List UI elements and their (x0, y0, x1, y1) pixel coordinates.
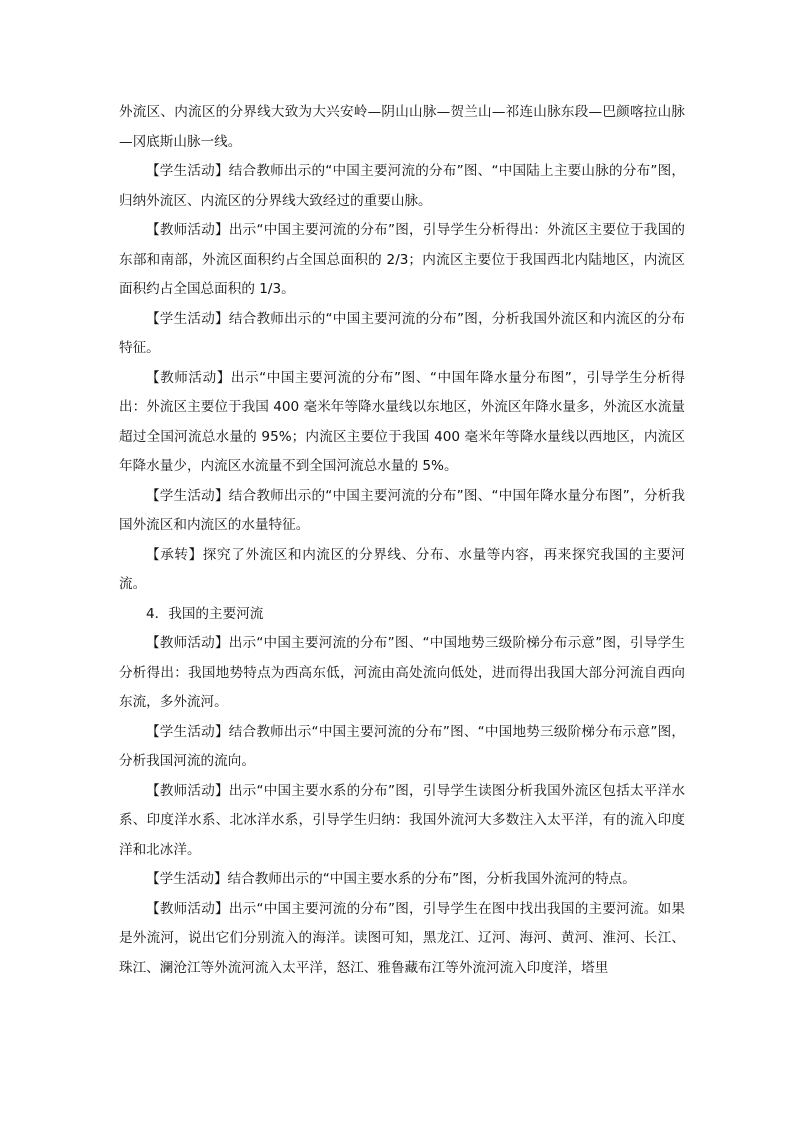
paragraph-teacher-activity-precipitation: 【教师活动】出示“中国主要河流的分布”图、“中国年降水量分布图”，引导学生分析得出：外流区主要位于我国 400 毫米年等降水量线以东地区，外流区年降水量多，外流区水流量超过全国河流总水量的 95%；内流区主要位于我国 400 毫米年等降水量线以西地区，内流区年降水量少，内流区水流量不到全国河流总水量的 5%。 (119, 369, 685, 474)
paragraph-teacher-activity-area: 【教师活动】出示“中国主要河流的分布”图，引导学生分析得出：外流区主要位于我国的东部和南部，外流区面积约占全国总面积的 2/3；内流区主要位于我国西北内陆地区，内流区面积约占全国总面积的 1/3。 (119, 222, 685, 297)
document-body (119, 98, 685, 983)
paragraph-student-activity-water-volume: 【学生活动】结合教师出示的“中国主要河流的分布”图、“中国年降水量分布图”，分析我国外流区和内流区的水量特征。 (119, 487, 685, 533)
paragraph-transition: 【承转】探究了外流区和内流区的分界线、分布、水量等内容，再来探究我国的主要河流。 (119, 546, 685, 592)
paragraph-watershed-boundary: 外流区、内流区的分界线大致为大兴安岭—阴山山脉—贺兰山—祁连山脉东段—巴颜喀拉山脉—冈底斯山脉一线。 (119, 104, 685, 150)
paragraph-teacher-activity-water-systems: 【教师活动】出示“中国主要水系的分布”图，引导学生读图分析我国外流区包括太平洋水系、印度洋水系、北冰洋水系，引导学生归纳：我国外流河大多数注入太平洋，有的流入印度洋和北冰洋。 (119, 782, 685, 858)
paragraph-student-activity-flow-direction: 【学生活动】结合教师出示“中国主要河流的分布”图、“中国地势三级阶梯分布示意”图，分析我国河流的流向。 (119, 723, 685, 769)
section-heading-main-rivers: 4．我国的主要河流 (146, 605, 264, 622)
paragraph-student-activity-exorheic: 【学生活动】结合教师出示的“中国主要水系的分布”图，分析我国外流河的特点。 (146, 871, 636, 887)
paragraph-teacher-activity-terrain: 【教师活动】出示“中国主要河流的分布”图、“中国地势三级阶梯分布示意”图，引导学生分析得出：我国地势特点为西高东低，河流由高处流向低处，进而得出我国大部分河流自西向东流，多外流河。 (119, 635, 685, 710)
paragraph-teacher-activity-main-rivers: 【教师活动】出示“中国主要河流的分布”图，引导学生在图中找出我国的主要河流。如果是外流河，说出它们分别流入的海洋。读图可知，黑龙江、辽河、海河、黄河、淮河、长江、珠江、澜沧江等外流河流入太平洋，怒江、雅鲁藏布江等外流河流入印度洋，塔里 (119, 900, 685, 976)
paragraph-student-activity-distribution: 【学生活动】结合教师出示的“中国主要河流的分布”图，分析我国外流区和内流区的分布特征。 (119, 310, 685, 356)
paragraph-student-activity-mountains: 【学生活动】结合教师出示的“中国主要河流的分布”图、“中国陆上主要山脉的分布”图，归纳外流区、内流区的分界线大致经过的重要山脉。 (119, 163, 685, 209)
